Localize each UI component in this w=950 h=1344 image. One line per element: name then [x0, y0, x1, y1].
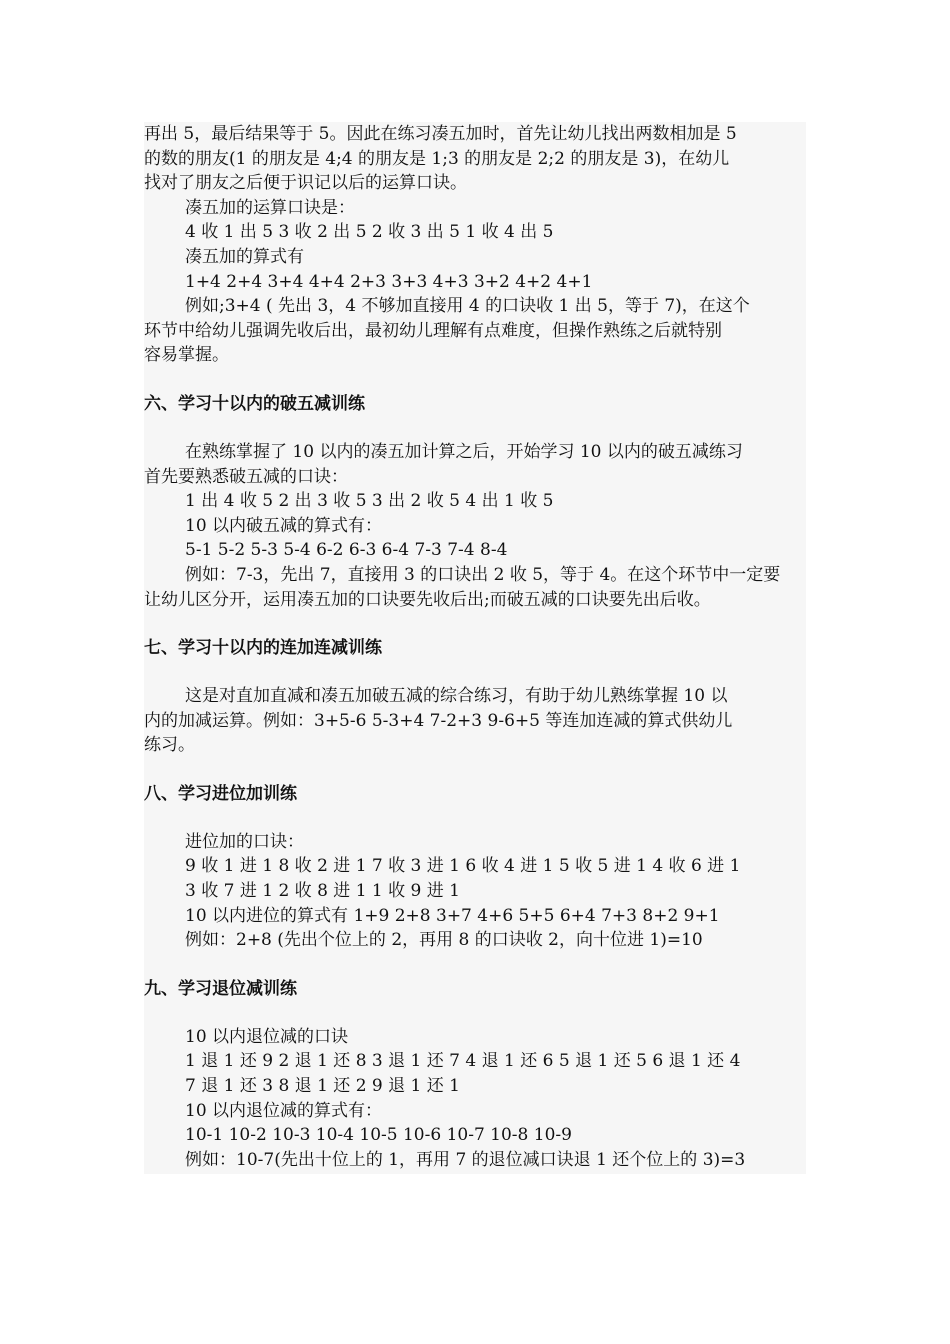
document-body — [144, 122, 806, 1172]
paragraph-line: 10 以内退位减的算式有： — [185, 1100, 383, 1121]
formula-line: 9 收 1 进 1 8 收 2 进 1 7 收 3 进 1 6 收 4 进 1 5 收 5 进 1 4 收 6 进 1 — [185, 856, 741, 877]
paragraph-line: 例如;3+4 ( 先出 3，4 不够加直接用 4 的口诀收 1 出 5，等于 7)，在这个 — [185, 296, 750, 317]
formula-line: 5-1 5-2 5-3 5-4 6-2 6-3 6-4 7-3 7-4 8-4 — [185, 540, 508, 561]
paragraph-line: 凑五加的运算口诀是： — [185, 197, 355, 218]
section-heading-7: 七、学习十以内的连加连减训练 — [144, 638, 382, 659]
formula-line: 7 退 1 还 3 8 退 1 还 2 9 退 1 还 1 — [185, 1076, 460, 1097]
paragraph-line: 内的加减运算。例如：3+5-6 5-3+4 7-2+3 9-6+5 等连加连减的算式供幼儿 — [144, 710, 733, 731]
paragraph-line: 这是对直加直减和凑五加破五减的综合练习，有助于幼儿熟练掌握 10 以 — [185, 686, 728, 707]
formula-line: 3 收 7 进 1 2 收 8 进 1 1 收 9 进 1 — [185, 881, 460, 902]
paragraph-line: 让幼儿区分开，运用凑五加的口诀要先收后出;而破五减的口诀要先出后收。 — [144, 589, 711, 610]
formula-line: 10-1 10-2 10-3 10-4 10-5 10-6 10-7 10-8 10-9 — [185, 1125, 572, 1146]
paragraph-line: 环节中给幼儿强调先收后出，最初幼儿理解有点难度，但操作熟练之后就特别 — [144, 320, 722, 341]
paragraph-line: 在熟练掌握了 10 以内的凑五加计算之后，开始学习 10 以内的破五减练习 — [185, 441, 743, 462]
paragraph-line: 再出 5，最后结果等于 5。因此在练习凑五加时，首先让幼儿找出两数相加是 5 — [144, 124, 737, 144]
paragraph-line: 例如：10-7(先出十位上的 1，再用 7 的退位减口诀退 1 还个位上的 3)=3 — [185, 1149, 746, 1170]
paragraph-line: 练习。 — [144, 735, 195, 756]
formula-line: 4 收 1 出 5 3 收 2 出 5 2 收 3 出 5 1 收 4 出 5 — [185, 222, 554, 243]
paragraph-line: 首先要熟悉破五减的口诀： — [144, 466, 348, 487]
formula-line: 1 出 4 收 5 2 出 3 收 5 3 出 2 收 5 4 出 1 收 5 — [185, 491, 554, 512]
document-page — [144, 122, 806, 1174]
paragraph-line: 例如：2+8 (先出个位上的 2，再用 8 的口诀收 2，向十位进 1)=10 — [185, 930, 703, 951]
paragraph-line: 10 以内退位减的口诀 — [185, 1026, 349, 1047]
formula-line: 1+4 2+4 3+4 4+4 2+3 3+3 4+3 3+2 4+2 4+1 — [185, 271, 593, 292]
paragraph-line: 凑五加的算式有 — [185, 246, 304, 267]
paragraph-line: 的数的朋友(1 的朋友是 4;4 的朋友是 1;3 的朋友是 2;2 的朋友是 3)，在幼儿 — [144, 148, 730, 169]
section-heading-8: 八、学习进位加训练 — [144, 783, 297, 804]
formula-line: 10 以内进位的算式有 1+9 2+8 3+7 4+6 5+5 6+4 7+3 8+2 9+1 — [185, 905, 720, 926]
formula-line: 1 退 1 还 9 2 退 1 还 8 3 退 1 还 7 4 退 1 还 6 5 退 1 还 5 6 退 1 还 4 — [185, 1051, 741, 1072]
paragraph-line: 例如：7-3，先出 7，直接用 3 的口诀出 2 收 5，等于 4。在这个环节中一定要 — [185, 564, 781, 585]
section-heading-6: 六、学习十以内的破五减训练 — [144, 393, 365, 414]
paragraph-line: 容易掌握。 — [144, 345, 229, 366]
paragraph-line: 进位加的口诀： — [185, 831, 304, 852]
paragraph-line: 找对了朋友之后便于识记以后的运算口诀。 — [144, 173, 467, 194]
paragraph-line: 10 以内破五减的算式有： — [185, 515, 383, 536]
section-heading-9: 九、学习退位减训练 — [144, 978, 297, 999]
